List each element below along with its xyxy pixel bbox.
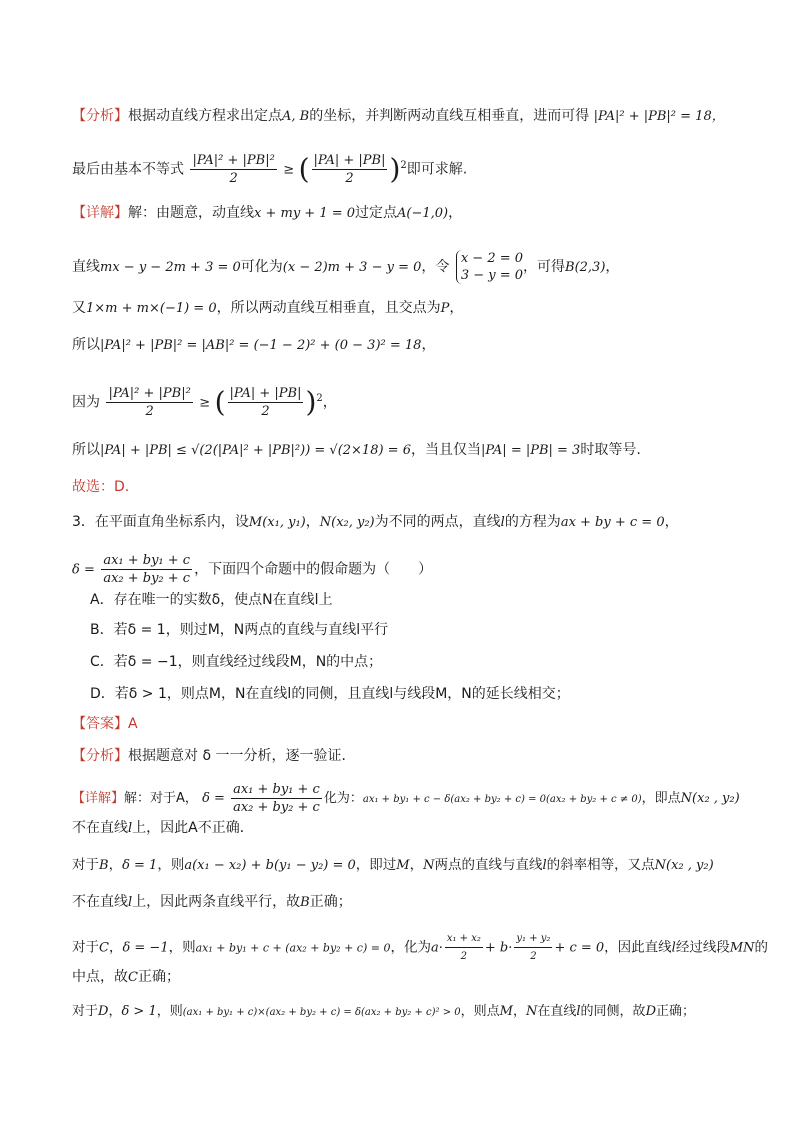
detail-text: 上，因此两条直线平行，故 <box>132 894 301 910</box>
analysis-tag: 【分析】 <box>72 748 128 764</box>
points-ab: A, B <box>282 109 310 124</box>
line-equation: ax + by + c = 0 <box>560 515 665 530</box>
option-c[interactable]: C．若δ = −1，则直线经过线段M，N的中点； <box>90 654 383 670</box>
line-l: l <box>671 940 676 956</box>
punct: ， <box>108 1004 122 1019</box>
fraction-sum <box>228 385 304 420</box>
question-text: ，下面四个命题中的假命题为（ ） <box>194 561 433 578</box>
punct: ， <box>664 514 679 530</box>
answer-line <box>72 714 138 734</box>
detail-2-line-4 <box>72 892 352 913</box>
detail-text: 可化为 <box>240 259 283 275</box>
analysis-line2-end: 即可求解. <box>406 161 468 178</box>
fraction-numerator: |PA|² + |PB|² <box>192 153 275 168</box>
line-equation: mx − y − 2m + 3 = 0 <box>100 260 241 275</box>
fraction-denominator: 2 <box>530 951 537 962</box>
punct: ， <box>605 259 620 275</box>
answer-value: A <box>128 716 138 732</box>
delta-value: δ = −1 <box>122 940 169 956</box>
question-text: 为不同的两点，直线 <box>374 514 501 530</box>
detail-text: 不在直线 <box>72 894 128 910</box>
question-3-line-1 <box>72 512 679 533</box>
detail-text: ，即过 <box>355 857 397 873</box>
perpendicular-check: 1×m + m×(−1) = 0 <box>86 301 217 316</box>
option-ref: C <box>99 940 109 956</box>
detail-text: ，化为 <box>390 939 431 956</box>
ge-sign: ≥ <box>199 395 211 411</box>
line-l: l <box>128 895 133 910</box>
fraction-sum-squares <box>106 385 192 420</box>
detail-line-4 <box>72 335 435 356</box>
point-m: M <box>396 858 410 873</box>
detail-text: 经过线段 <box>675 939 730 956</box>
punct: ， <box>421 337 436 353</box>
ge-sign: ≥ <box>283 162 295 178</box>
detail-text: ，所以两动直线互相垂直，且交点为 <box>216 300 441 316</box>
line-l: l <box>576 1004 581 1019</box>
delta-value: δ > 1 <box>121 1004 157 1019</box>
left-paren: ( <box>214 385 226 419</box>
fraction-numerator: x₁ + x₂ <box>445 930 483 948</box>
detail-text: 正确； <box>137 969 180 985</box>
option-a[interactable]: A．存在唯一的实数δ，使点N在直线l上 <box>90 592 333 608</box>
detail-text: ，则 <box>168 939 196 956</box>
equation-system <box>456 250 523 284</box>
detail-text: ，则 <box>156 1004 183 1019</box>
product-inequality: (ax₁ + by₁ + c)×(ax₂ + by₂ + c) = δ(ax₂ + by₂ + c)² > 0 <box>182 1007 461 1018</box>
detail-line-3 <box>72 298 463 319</box>
detail-text: 时取等号. <box>580 442 641 458</box>
detail-text: ，则点 <box>460 1004 500 1019</box>
detail-text: 又 <box>72 300 86 316</box>
option-b[interactable]: B．若δ = 1，则过M，N两点的直线与直线l平行 <box>90 622 389 638</box>
detail-line-6 <box>72 440 641 461</box>
point-n: N(x₂ , y₂) <box>654 858 714 873</box>
detail-2-line-5 <box>72 930 768 965</box>
coef-a: a· <box>430 940 443 956</box>
punct: ， <box>512 1004 526 1019</box>
option-d[interactable]: D．若δ > 1，则点M，N在直线l的同侧，且直线l与线段M，N的延长线相交； <box>90 686 570 702</box>
detail-text: 因为 <box>72 394 100 411</box>
option-ref: B <box>300 895 310 910</box>
punct: ， <box>322 394 337 411</box>
system-eq-2: 3 − y = 0 <box>460 268 524 283</box>
detail-text: ，当且仅当 <box>410 442 481 458</box>
line-equation: x + my + 1 = 0 <box>254 206 356 221</box>
fraction-denominator: 2 <box>229 171 238 186</box>
exponent: 2 <box>316 392 323 404</box>
point-n: N(x₂, y₂) <box>319 515 375 530</box>
detail-line-2 <box>72 250 619 284</box>
analysis-line2-text: 最后由基本不等式 <box>72 161 184 178</box>
detail-text: ，即点 <box>641 791 681 806</box>
fraction-numerator: ax₁ + by₁ + c <box>233 782 320 797</box>
rewritten-equation: ax₁ + by₁ + c − δ(ax₂ + by₂ + c) = 0(ax₂ + by₂ + c ≠ 0) <box>362 794 642 805</box>
fraction-numerator: ax₁ + by₁ + c <box>103 553 191 568</box>
detail-text: 过定点 <box>355 205 398 221</box>
slope-equation: a(x₁ − x₂) + b(y₁ − y₂) = 0 <box>184 858 356 873</box>
distance-formula: |PA|² + |PB|² = |AB|² = (−1 − 2)² + (0 − 3)² = 18 <box>100 338 422 353</box>
left-paren: ( <box>298 152 310 186</box>
point-p: P <box>440 301 450 316</box>
point-m: M <box>499 1004 513 1019</box>
detail-text: 对于 <box>72 857 99 873</box>
detail-text: 正确； <box>309 894 352 910</box>
detail-text: 所以 <box>72 337 100 353</box>
detail-text: 在直线 <box>537 1004 577 1019</box>
line-l: l <box>128 821 133 836</box>
segment-mn: MN <box>729 940 755 956</box>
system-eq-1: x − 2 = 0 <box>460 251 524 266</box>
analysis-text: 根据题意对 δ 一一分析，逐一验证． <box>128 748 356 764</box>
fraction-numerator: |PA| + |PB| <box>229 386 302 401</box>
detail-text: 的同侧，故 <box>580 1004 646 1019</box>
fraction-denominator: ax₂ + by₂ + c <box>233 800 320 815</box>
detail-text: 的 <box>754 939 769 956</box>
coef-b: + b· <box>484 940 513 956</box>
fraction-numerator: |PA| + |PB| <box>313 153 386 168</box>
analysis-text: 根据动直线方程求出定点 <box>128 108 282 124</box>
delta-fraction <box>101 552 192 587</box>
detail-text: 对于 <box>72 1004 99 1019</box>
detail-2-line-1 <box>72 781 740 816</box>
detail-2-line-6 <box>72 967 180 988</box>
point-a: A(−1,0) <box>397 206 449 221</box>
point-m: M(x₁, y₁) <box>248 515 306 530</box>
detail-2-line-2 <box>72 818 254 839</box>
detail-text: 化为： <box>323 791 363 806</box>
detail-text: 的斜率相等，又点 <box>546 857 655 873</box>
fraction-denominator: 2 <box>345 171 354 186</box>
line-l: l <box>542 858 547 873</box>
fraction-numerator: y₁ + y₂ <box>514 930 552 948</box>
option-ref: C <box>128 970 138 985</box>
detail-line-5 <box>72 385 337 420</box>
detail-text: 两点的直线与直线 <box>434 857 543 873</box>
line-l: l <box>500 515 505 530</box>
punct: ， <box>409 857 424 873</box>
equality-condition: |PA| = |PB| = 3 <box>480 443 581 458</box>
answer-tag: 【答案】 <box>72 716 128 732</box>
point-n: N <box>423 858 435 873</box>
punct: ， <box>449 300 464 316</box>
detail-text: ，可得 <box>523 259 566 275</box>
right-paren: ) <box>305 385 317 419</box>
fraction-denominator: 2 <box>261 404 270 419</box>
detail-2-line-3 <box>72 855 714 876</box>
inequality-formula: |PA| + |PB| ≤ √(2(|PA|² + |PB|²)) = √(2×18) = 6 <box>100 443 411 458</box>
question-text: 的方程为 <box>504 514 561 530</box>
sum-equation: ax₁ + by₁ + c + (ax₂ + by₂ + c) = 0 <box>195 941 391 955</box>
right-paren: ) <box>389 152 401 186</box>
line-equation-rewritten: (x − 2)m + 3 − y = 0 <box>282 260 422 275</box>
punct: ， <box>108 857 123 873</box>
detail-text: 不在直线 <box>72 820 128 836</box>
detail-text: ，令 <box>421 259 450 275</box>
punct: ， <box>305 514 320 530</box>
detail-line-1 <box>72 203 462 224</box>
midpoint-y-fraction <box>514 930 552 965</box>
option-ref: B <box>99 858 109 873</box>
exponent: 2 <box>400 159 407 171</box>
detail-text: 中点，故 <box>72 969 128 985</box>
fraction-numerator: |PA|² + |PB|² <box>108 386 191 401</box>
delta-label: δ = <box>72 562 95 578</box>
detail-text: ，因此直线 <box>604 939 672 956</box>
fraction-denominator: ax₂ + by₂ + c <box>103 571 191 586</box>
fraction-sum <box>312 152 388 187</box>
detail-tag: 【详解】 <box>72 205 128 221</box>
analysis-text-2: 的坐标，并判断两动直线互相垂直，进而可得 <box>309 108 590 124</box>
option-ref: D <box>98 1004 109 1019</box>
question-text: 3．在平面直角坐标系内，设 <box>72 514 249 530</box>
detail-text: 解：由题意，动直线 <box>128 205 254 221</box>
point-n: N <box>525 1004 538 1019</box>
fraction-denominator: 2 <box>145 404 154 419</box>
choice-line: 故选：D. <box>72 479 130 495</box>
point-n: N(x₂ , y₂) <box>680 791 740 806</box>
delta-label: δ = <box>202 791 225 806</box>
point-b: B(2,3) <box>565 260 606 275</box>
fraction-sum-squares <box>190 152 276 187</box>
delta-fraction <box>231 781 322 816</box>
sum-squares-formula: |PA|² + |PB|² = 18， <box>593 109 725 124</box>
midpoint-x-fraction <box>445 930 483 965</box>
question-3-line-2 <box>72 552 432 587</box>
detail-text: 解：对于A， <box>124 791 198 806</box>
detail-text: 直线 <box>72 259 100 275</box>
detail-text: 所以 <box>72 442 100 458</box>
detail-text: 正确； <box>656 1004 696 1019</box>
detail-text: 对于 <box>72 939 99 956</box>
analysis-tag: 【分析】 <box>72 108 128 124</box>
punct: ， <box>448 205 463 221</box>
detail-text: ，则 <box>157 857 185 873</box>
analysis-2-line <box>72 746 355 766</box>
detail-tag: 【详解】 <box>72 791 125 806</box>
option-ref: D <box>645 1004 656 1019</box>
fraction-denominator: 2 <box>460 951 468 962</box>
punct: ， <box>108 939 123 956</box>
analysis-line-2 <box>72 152 467 187</box>
equation-tail: + c = 0 <box>554 940 605 956</box>
analysis-line-1 <box>72 106 725 127</box>
detail-2-line-7 <box>72 1002 695 1023</box>
delta-value: δ = 1 <box>122 858 158 873</box>
detail-text: 上，因此A不正确． <box>132 820 254 836</box>
